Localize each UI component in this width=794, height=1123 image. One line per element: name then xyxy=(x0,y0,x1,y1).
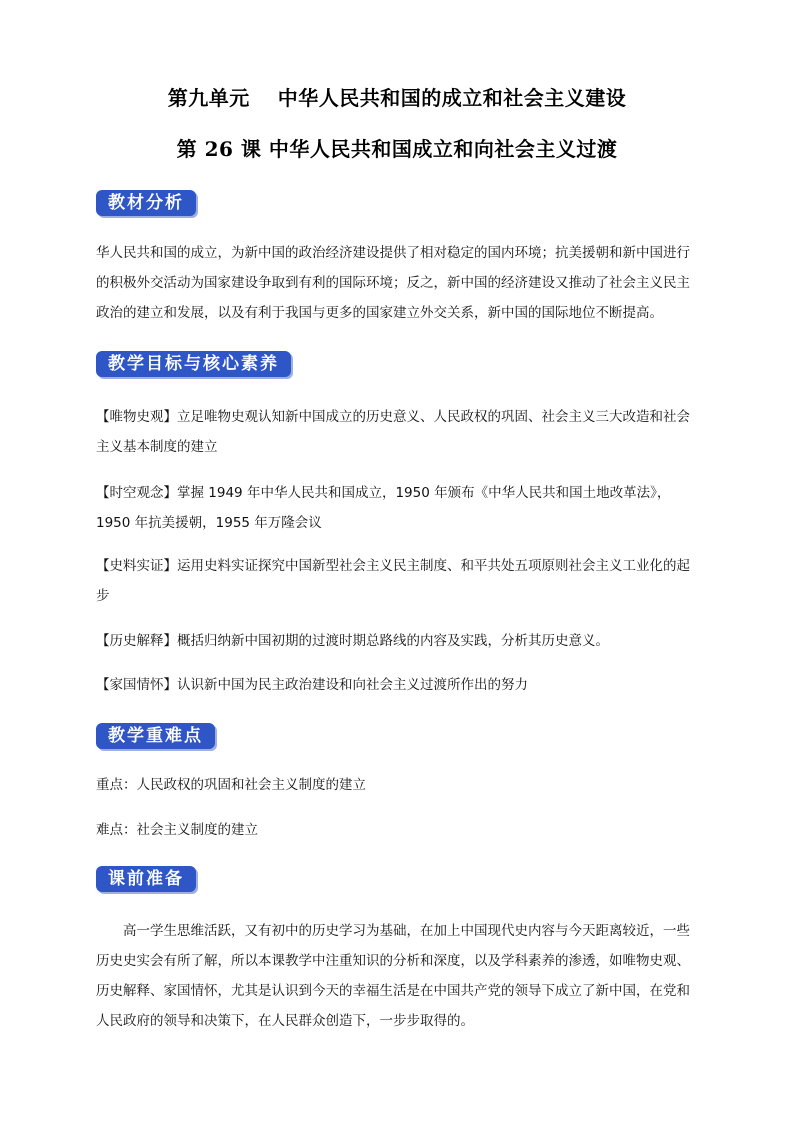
goal-item xyxy=(96,402,700,462)
lesson-title: 第 26 课 中华人民共和国成立和向社会主义过渡 xyxy=(176,137,618,161)
goal-text: 认识新中国为民主政治建设和向社会主义过渡所作出的努力 xyxy=(177,677,528,693)
goal-text: 立足唯物史观认知新中国成立的历史意义、人民政权的巩固、社会主义三大改造和社会主义基本制度的建立 xyxy=(96,409,690,455)
goal-item xyxy=(96,478,700,538)
focus-point: 重点：人民政权的巩固和社会主义制度的建立 xyxy=(96,777,366,793)
goal-text: 运用史料实证探究中国新型社会主义民主制度、和平共处五项原则社会主义工业化的起步 xyxy=(96,558,690,604)
section-heading-analysis: 教材分析 xyxy=(96,190,196,216)
goal-label: 【时空观念】 xyxy=(96,485,177,501)
section-heading-key-points: 教学重难点 xyxy=(96,723,215,749)
section-heading-goals: 教学目标与核心素养 xyxy=(96,351,291,377)
unit-title: 第九单元 中华人民共和国的成立和社会主义建设 xyxy=(167,86,627,110)
goal-text: 概括归纳新中国初期的过渡时期总路线的内容及实践，分析其历史意义。 xyxy=(177,633,609,649)
section-heading-preparation: 课前准备 xyxy=(96,866,196,892)
goal-label: 【史料实证】 xyxy=(96,558,177,574)
goal-text: 掌握 1949 年中华人民共和国成立，1950 年颁布《中华人民共和国土地改革法》，1950 年抗美援朝，1955 年万隆会议 xyxy=(96,485,671,531)
difficulty-point: 难点：社会主义制度的建立 xyxy=(96,822,258,838)
goal-item xyxy=(96,670,700,700)
goal-label: 【家国情怀】 xyxy=(96,677,177,693)
goal-label: 【唯物史观】 xyxy=(96,409,177,425)
goal-label: 【历史解释】 xyxy=(96,633,177,649)
goal-item xyxy=(96,551,700,611)
goal-item xyxy=(96,626,700,656)
analysis-paragraph: 华人民共和国的成立，为新中国的政治经济建设提供了相对稳定的国内环境；抗美援朝和新中国进行的积极外交活动为国家建设争取到有利的国际环境；反之，新中国的经济建设又推动了社会主义民主政治的建立和发展，以及有利于我国与更多的国家建立外交关系，新中国的国际地位不断提高。 xyxy=(96,245,690,321)
preparation-paragraph: 高一学生思维活跃，又有初中的历史学习为基础，在加上中国现代史内容与今天距离较近，一些历史史实会有所了解，所以本课教学中注重知识的分析和深度，以及学科素养的渗透，如唯物史观、历史解释、家国情怀，尤其是认识到今天的幸福生活是在中国共产党的领导下成立了新中国，在党和人民政府的领导和决策下，在人民群众创造下，一步步取得的。 xyxy=(96,923,690,1029)
